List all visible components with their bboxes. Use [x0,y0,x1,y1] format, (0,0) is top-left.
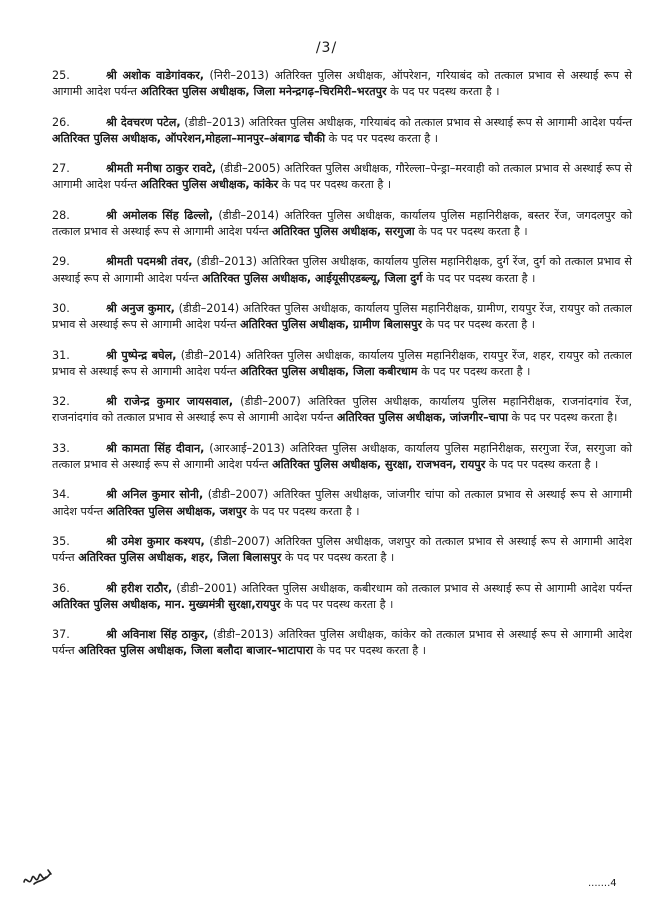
posting: अतिरिक्त पुलिस अधीक्षक, आईयूसीएडब्ल्यू, जिला दुर्ग [202,271,423,285]
entry-text: (डीडी–2013) अतिरिक्त पुलिस अधीक्षक, कांकेर को तत्काल प्रभाव से अस्थाई रूप से आगामी आदेश पर्यन्त [52,628,632,658]
posting: अतिरिक्त पुलिस अधीक्षक, ग्रामीण बिलासपुर [240,318,423,332]
order-entry [52,115,632,147]
posting: अतिरिक्त पुलिस अधीक्षक, जिला मनेन्द्रगढ़–चिरमिरी–भरतपुर [140,85,387,99]
officer-name: श्री राजेन्द्र कुमार जायसवाल, [106,395,234,409]
entry-closing: के पद पर पदस्थ करता है । [485,457,599,471]
officer-name: श्री अशोक वाडेगांवकर, [106,69,205,82]
order-entry [52,254,632,286]
entry-text: (डीडी–2014) अतिरिक्त पुलिस अधीक्षक, कार्यालय पुलिस महानिरीक्षक, रायपुर रेंज, शहर, रायपुर को तत्काल प्रभाव से अस्थाई रूप से आगामी आदेश पर्यन्त [52,348,632,378]
posting: अतिरिक्त पुलिस अधीक्षक, जांजगीर–चापा [336,411,508,425]
entry-closing: के पद पर पदस्थ करता है । [414,224,528,238]
entry-closing: के पद पर पदस्थ करता है । [313,644,426,658]
order-entry [52,348,632,380]
transfer-order-list [52,68,632,674]
officer-name: श्री अनुज कुमार, [106,301,175,315]
posting: अतिरिक्त पुलिस अधीक्षक, जशपुर [106,504,247,518]
posting: अतिरिक्त पुलिस अधीक्षक, सरगुजा [272,224,415,238]
order-entry [52,161,632,193]
entry-text: (डीडी–2007) अतिरिक्त पुलिस अधीक्षक, जशपुर को तत्काल प्रभाव से अस्थाई रूप से आगामी आदेश पर्यन्त [52,534,632,565]
entry-number: 36. [52,581,70,595]
initials-signature [20,862,60,894]
officer-name: श्री अविनाश सिंह ठाकुर, [106,628,209,642]
posting: अतिरिक्त पुलिस अधीक्षक, सुरक्षा, राजभवन, रायपुर [272,457,486,471]
entry-text: (निरी–2013) अतिरिक्त पुलिस अधीक्षक, ऑपरेशन, गरियाबंद को तत्काल प्रभाव से अस्थाई रूप से आगामी आदेश पर्यन्त [52,69,632,99]
entry-number: 35. [52,534,70,548]
officer-name: श्री अनिल कुमार सोनी, [106,488,204,502]
entry-number: 29. [52,255,70,269]
entry-text: (डीडी–2014) अतिरिक्त पुलिस अधीक्षक, कार्यालय पुलिस महानिरीक्षक, ग्रामीण, रायपुर रेंज, रायपुर को तत्काल प्रभाव से अस्थाई रूप से आगामी आदेश पर्यन्त [52,301,632,332]
posting: अतिरिक्त पुलिस अधीक्षक, जिला कबीरधाम [240,364,418,378]
posting: अतिरिक्त पुलिस अधीक्षक, कांकेर [140,178,279,192]
entry-number: 34. [52,488,70,502]
entry-closing: के पद पर पदस्थ करता है । [386,85,500,99]
order-entry [52,441,632,473]
entry-number: 37. [52,628,70,642]
officer-name: श्री देवचरण पटेल, [106,115,181,129]
posting: अतिरिक्त पुलिस अधीक्षक, ऑपरेशन,मोहला–मानपुर–अंबागढ चौकी [52,131,326,145]
entry-closing: के पद पर पदस्थ करता है । [246,504,360,518]
entry-closing: के पद पर पदस्थ करता है। [507,411,618,425]
entry-text: (डीडी–2014) अतिरिक्त पुलिस अधीक्षक, कार्यालय पुलिस महानिरीक्षक, बस्तर रेंज, जगदलपुर को तत्काल प्रभाव से अस्थाई रूप से आगामी आदेश पर्यन्त [52,208,632,238]
order-entry [52,534,632,566]
entry-number: 30. [52,301,70,315]
entry-closing: के पद पर पदस्थ करता है । [278,178,392,192]
entry-text: (आरआई–2013) अतिरिक्त पुलिस अधीक्षक, कार्यालय पुलिस महानिरीक्षक, सरगुजा रेंज, सरगुजा को तत्काल प्रभाव से अस्थाई रूप से आगामी आदेश पर्यन्त [52,441,633,471]
officer-name: श्री अमोलक सिंह ढिल्लो, [106,208,214,222]
order-entry [52,581,632,613]
entry-number: 27. [52,162,70,176]
entry-text: (डीडी–2005) अतिरिक्त पुलिस अधीक्षक, गौरेल्ला–पेन्ड्रा–मरवाही को तत्काल प्रभाव से अस्थाई रूप से आगामी आदेश पर्यन्त [52,162,632,192]
entry-number: 32. [52,395,70,409]
entry-closing: के पद पर पदस्थ करता है । [417,364,531,378]
order-entry [52,394,632,426]
order-entry [52,487,632,519]
continuation-marker: .......4 [588,878,617,889]
entry-number: 28. [52,208,70,222]
page-number: /3/ [315,40,338,56]
entry-text: (डीडी–2013) अतिरिक्त पुलिस अधीक्षक, गरियाबंद को तत्काल प्रभाव से अस्थाई रूप से आगामी आदेश पर्यन्त [180,115,633,129]
entry-text: (डीडी–2007) अतिरिक्त पुलिस अधीक्षक, कार्यालय पुलिस महानिरीक्षक, राजनांदगांव रेंज, राजनांदगांव को तत्काल प्रभाव से अस्थाई रूप से आगामी आदेश पर्यन्त [52,395,632,425]
entry-number: 33. [52,441,70,455]
entry-text: (डीडी–2013) अतिरिक्त पुलिस अधीक्षक, कार्यालय पुलिस महानिरीक्षक, दुर्ग रेंज, दुर्ग को तत्काल प्रभाव से अस्थाई रूप से आगामी आदेश पर्यन्त [52,255,632,285]
entry-text: (डीडी–2001) अतिरिक्त पुलिस अधीक्षक, कबीरधाम को तत्काल प्रभाव से अस्थाई रूप से आगामी आदेश पर्यन्त [172,581,632,595]
order-entry [52,68,632,100]
entry-closing: के पद पर पदस्थ करता है । [280,597,394,611]
entry-text: (डीडी–2007) अतिरिक्त पुलिस अधीक्षक, जांजगीर चांपा को तत्काल प्रभाव से अस्थाई रूप से आगामी आदेश पर्यन्त [52,488,632,518]
entry-number: 31. [52,348,70,362]
entry-closing: के पद पर पदस्थ करता है । [422,318,535,332]
officer-name: श्री पुष्पेन्द्र बघेल, [106,348,177,362]
entry-number: 26. [52,115,70,129]
posting: अतिरिक्त पुलिस अधीक्षक, मान. मुख्यमंत्री सुरक्षा,रायपुर [52,597,281,611]
officer-name: श्रीमती मनीषा ठाकुर रावटे, [106,162,217,176]
officer-name: श्री कामता सिंह दीवान, [106,441,205,455]
order-entry [52,301,632,333]
order-entry [52,627,632,659]
officer-name: श्रीमती पदमश्री तंवर, [106,255,193,269]
order-entry [52,208,632,240]
posting: अतिरिक्त पुलिस अधीक्षक, जिला बलौदा बाजार–भाटापारा [78,644,314,658]
officer-name: श्री उमेश कुमार कश्यप, [106,534,205,548]
entry-closing: के पद पर पदस्थ करता है । [281,551,395,565]
officer-name: श्री हरीश राठौर, [106,581,173,595]
entry-closing: के पद पर पदस्थ करता है । [422,271,536,285]
posting: अतिरिक्त पुलिस अधीक्षक, शहर, जिला बिलासपुर [78,551,282,565]
entry-closing: के पद पर पदस्थ करता है । [325,131,439,145]
entry-number: 25. [52,69,70,82]
